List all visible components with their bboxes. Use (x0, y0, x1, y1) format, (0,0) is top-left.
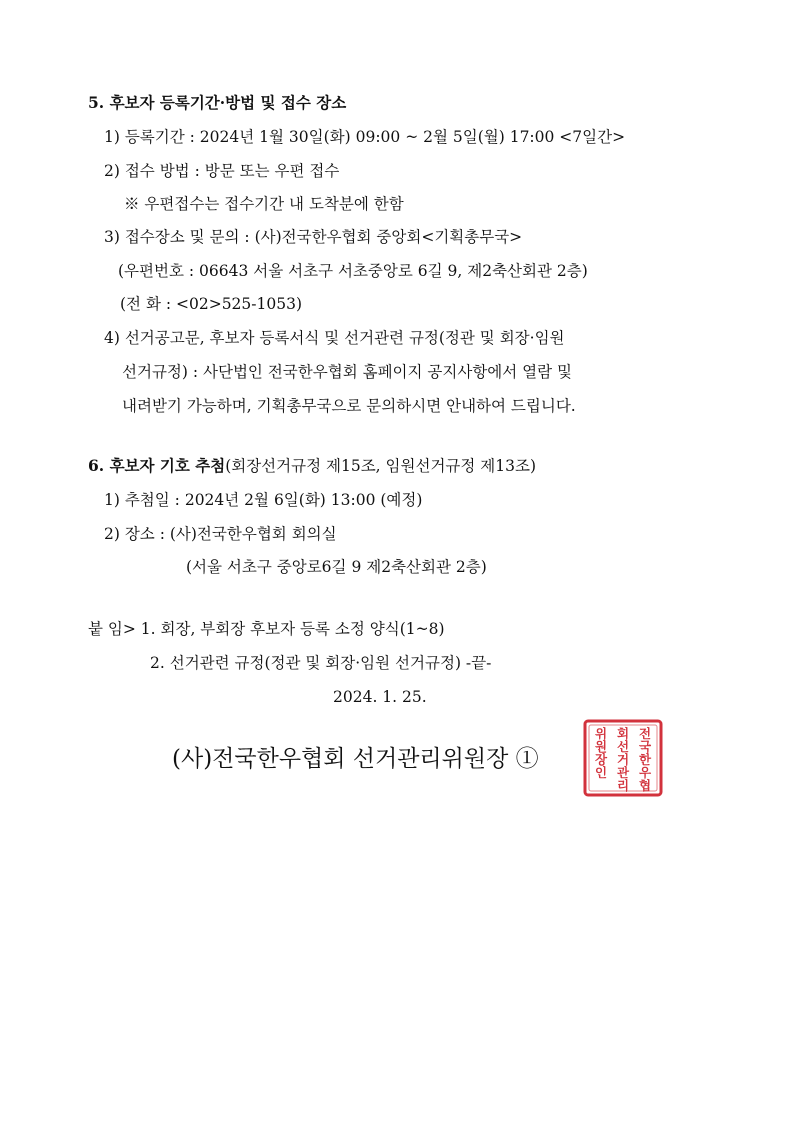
seal-glyph: 국 (638, 739, 652, 754)
seal-glyph: 거 (616, 752, 630, 767)
seal-mark: ① (515, 746, 539, 772)
section-6-item-2: 2) 장소 : (사)전국한우협회 회의실 (104, 525, 337, 543)
section-5-item-3: 3) 접수장소 및 문의 : (사)전국한우협회 중앙회<기획총무국> (104, 228, 523, 246)
section-5-item-4: 4) 선거공고문, 후보자 등록서식 및 선거관련 규정(정관 및 회장·임원 (104, 329, 565, 347)
section-5-heading: 5. 후보자 등록기간·방법 및 접수 장소 (88, 93, 347, 112)
seal-glyph: 원 (594, 739, 608, 754)
postal-address: (우편번호 : 06643 서울 서초구 서초중앙로 6길 9, 제2축산회관 2층) (118, 262, 588, 280)
section-6-heading-ref: (회장선거규정 제15조, 임원선거규정 제13조) (225, 457, 537, 475)
document-date: 2024. 1. 25. (333, 688, 427, 706)
official-seal-icon (583, 719, 663, 797)
seal-glyph: 협 (638, 778, 652, 793)
section-5-item-1: 1) 등록기간 : 2024년 1월 30일(화) 09:00 ~ 2월 5일(월) 17:00 <7일간> (104, 128, 626, 146)
section-5-note: ※ 우편접수는 접수기간 내 도착분에 한함 (124, 195, 404, 213)
attachment-2: 2. 선거관련 규정(정관 및 회장·임원 선거규정) -끝- (150, 654, 492, 672)
seal-glyph: 위 (594, 726, 608, 741)
seal-glyph: 리 (616, 778, 630, 793)
seal-glyph: 전 (638, 726, 652, 741)
section-5-item-2: 2) 접수 방법 : 방문 또는 우편 접수 (104, 162, 340, 180)
issuer-title (172, 744, 539, 774)
seal-text-group (595, 726, 652, 793)
section-6-item-1: 1) 추첨일 : 2024년 2월 6일(화) 13:00 (예정) (104, 491, 423, 509)
phone-number: (전 화 : <02>525-1053) (120, 295, 303, 313)
seal-glyph: 우 (638, 765, 652, 780)
seal-glyph: 인 (594, 765, 608, 780)
seal-glyph: 관 (616, 765, 630, 780)
seal-glyph: 회 (616, 726, 630, 741)
section-6-heading (88, 455, 536, 477)
seal-glyph: 한 (638, 752, 652, 767)
venue-address: (서울 서초구 중앙로6길 9 제2축산회관 2층) (186, 558, 487, 576)
seal-glyph: 선 (616, 739, 630, 754)
section-5-item-4-cont-2: 내려받기 가능하며, 기획총무국으로 문의하시면 안내하여 드립니다. (122, 397, 576, 415)
section-5-item-4-cont-1: 선거규정) : 사단법인 전국한우협회 홈페이지 공지사항에서 열람 및 (122, 363, 573, 381)
section-6-heading-main: 6. 후보자 기호 추첨 (88, 456, 226, 475)
official-seal (583, 719, 663, 797)
issuer-name: (사)전국한우협회 선거관리위원장 (172, 746, 509, 772)
attachment-1: 붙 임> 1. 회장, 부회장 후보자 등록 소정 양식(1~8) (88, 620, 445, 638)
seal-glyph: 장 (594, 752, 608, 767)
